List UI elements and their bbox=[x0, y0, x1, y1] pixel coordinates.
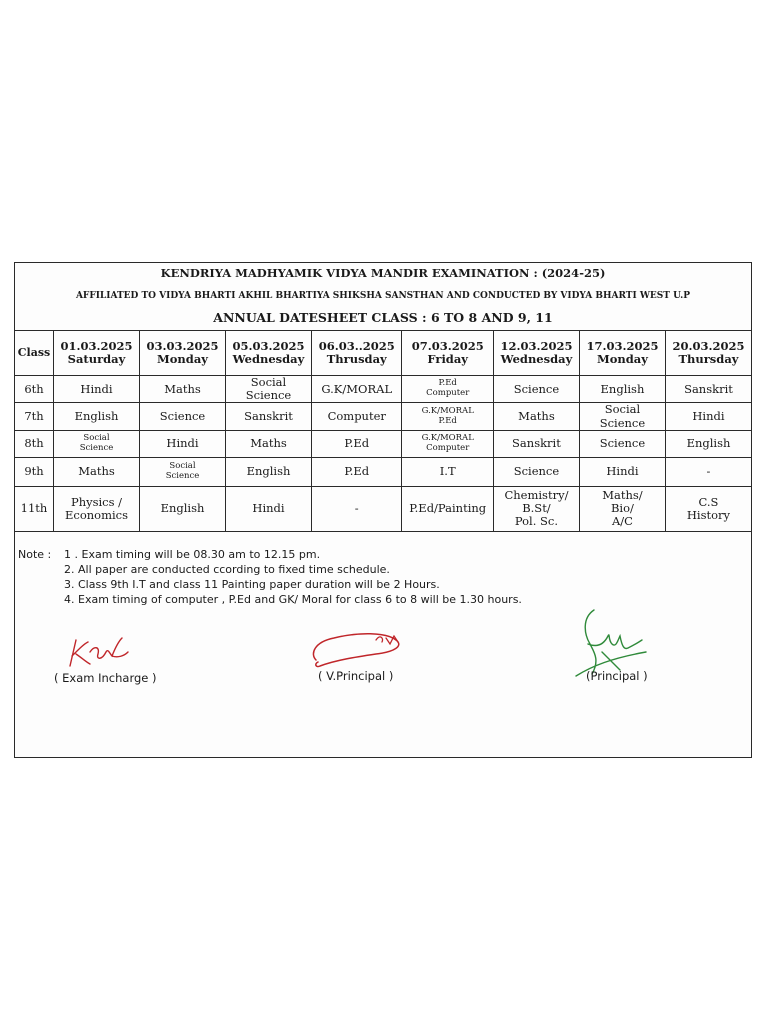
table-cell: Hindi bbox=[54, 376, 140, 403]
table-cell: Maths bbox=[140, 376, 226, 403]
table-cell: Social Science bbox=[579, 403, 665, 430]
note-item: 4. Exam timing of computer , P.Ed and GK/ Moral for class 6 to 8 will be 1.30 hours. bbox=[64, 593, 522, 606]
table-cell: Computer bbox=[312, 403, 402, 430]
table-cell: Science bbox=[579, 430, 665, 457]
class-cell: 11th bbox=[15, 486, 54, 531]
table-row bbox=[15, 457, 752, 486]
table-cell: Physics / Economics bbox=[54, 486, 140, 531]
class-cell: 9th bbox=[15, 457, 54, 486]
notes-label: Note : bbox=[18, 548, 52, 561]
table-cell: English bbox=[579, 376, 665, 403]
table-row bbox=[15, 376, 752, 403]
column-header: 17.03.2025 Monday bbox=[579, 331, 665, 376]
notes-list bbox=[64, 548, 704, 608]
table-cell: Hindi bbox=[140, 430, 226, 457]
table-cell: Maths bbox=[493, 403, 579, 430]
column-header: 06.03..2025 Thrusday bbox=[312, 331, 402, 376]
vice-principal-signature bbox=[306, 622, 410, 672]
column-header: 20.03.2025 Thursday bbox=[665, 331, 751, 376]
table-cell: I.T bbox=[402, 457, 493, 486]
table-cell: Social Science bbox=[140, 457, 226, 486]
principal-label: (Principal ) bbox=[586, 669, 648, 683]
exam-incharge-label: ( Exam Incharge ) bbox=[54, 671, 157, 685]
class-cell: 8th bbox=[15, 430, 54, 457]
table-header-row bbox=[15, 331, 752, 376]
table-cell: P.Ed bbox=[312, 430, 402, 457]
table-cell: Hindi bbox=[226, 486, 312, 531]
class-column-header: Class bbox=[15, 331, 54, 376]
table-cell: P.Ed bbox=[312, 457, 402, 486]
vice-principal-label: ( V.Principal ) bbox=[318, 669, 394, 683]
table-cell: Sanskrit bbox=[493, 430, 579, 457]
table-cell: Maths/ Bio/ A/C bbox=[579, 486, 665, 531]
exam-incharge-signature bbox=[62, 634, 132, 670]
table-cell: Chemistry/ B.St/ Pol. Sc. bbox=[493, 486, 579, 531]
table-cell: Maths bbox=[226, 430, 312, 457]
affiliation-line: AFFILIATED TO VIDYA BHARTI AKHIL BHARTIYA SHIKSHA SANSTHAN AND CONDUCTED BY VIDYA BHARTI WEST U.P bbox=[75, 291, 691, 301]
table-cell: Hindi bbox=[665, 403, 751, 430]
table-cell: Science bbox=[493, 376, 579, 403]
table-cell: English bbox=[140, 486, 226, 531]
table-cell: English bbox=[54, 403, 140, 430]
table-row bbox=[15, 403, 752, 430]
exam-title: KENDRIYA MADHYAMIK VIDYA MANDIR EXAMINATION : (2024-25) bbox=[160, 266, 606, 280]
column-header: 03.03.2025 Monday bbox=[140, 331, 226, 376]
table-cell: - bbox=[312, 486, 402, 531]
table-cell: Social Science bbox=[226, 376, 312, 403]
table-cell: Science bbox=[493, 457, 579, 486]
datesheet-title: ANNUAL DATESHEET CLASS : 6 TO 8 AND 9, 11 bbox=[213, 310, 553, 325]
table-row bbox=[15, 430, 752, 457]
table-cell: G.K/MORAL Computer bbox=[402, 430, 493, 457]
class-cell: 6th bbox=[15, 376, 54, 403]
table-cell: Social Science bbox=[54, 430, 140, 457]
class-cell: 7th bbox=[15, 403, 54, 430]
note-item: 3. Class 9th I.T and class 11 Painting paper duration will be 2 Hours. bbox=[64, 578, 440, 591]
column-header: 05.03.2025 Wednesday bbox=[226, 331, 312, 376]
column-header: 01.03.2025 Saturday bbox=[54, 331, 140, 376]
table-row bbox=[15, 486, 752, 531]
column-header: 12.03.2025 Wednesday bbox=[493, 331, 579, 376]
table-cell: G.K/MORAL P.Ed bbox=[402, 403, 493, 430]
column-header: 07.03.2025 Friday bbox=[402, 331, 493, 376]
table-cell: P.Ed Computer bbox=[402, 376, 493, 403]
table-cell: Sanskrit bbox=[665, 376, 751, 403]
table-cell: C.S History bbox=[665, 486, 751, 531]
table-cell: G.K/MORAL bbox=[312, 376, 402, 403]
table-cell: - bbox=[665, 457, 751, 486]
table-cell: Sanskrit bbox=[226, 403, 312, 430]
table-cell: P.Ed/Painting bbox=[402, 486, 493, 531]
note-item: 2. All paper are conducted ccording to fixed time schedule. bbox=[64, 563, 390, 576]
datesheet-table bbox=[14, 330, 752, 532]
table-cell: English bbox=[665, 430, 751, 457]
note-item: 1 . Exam timing will be 08.30 am to 12.15 pm. bbox=[64, 548, 321, 561]
table-cell: Hindi bbox=[579, 457, 665, 486]
table-cell: English bbox=[226, 457, 312, 486]
table-cell: Maths bbox=[54, 457, 140, 486]
table-cell: Science bbox=[140, 403, 226, 430]
